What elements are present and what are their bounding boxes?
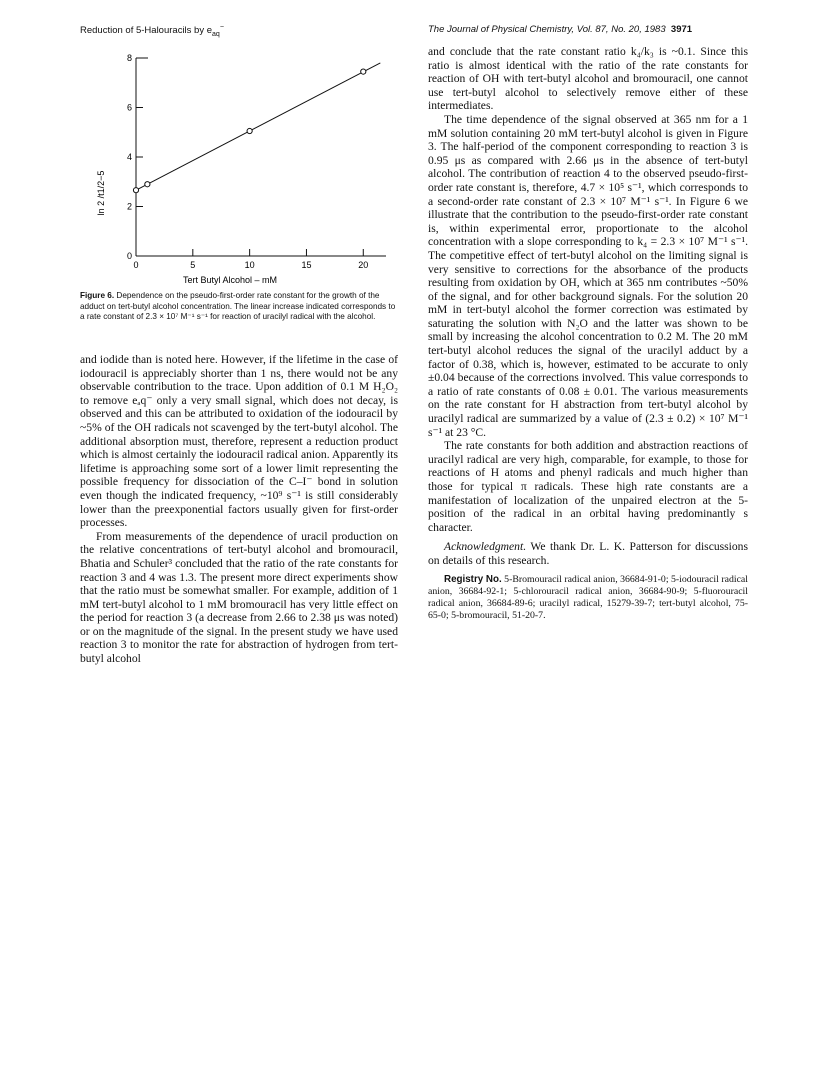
chart-marks bbox=[133, 63, 380, 193]
paragraph: and iodide than is noted here. However, if the lifetime in the case of iodouracil is appreciably shorter than 1 ns, there would not be any observable contribution to the trace. Upon addition of 0.1 M H₂O₂ to remove eₐq⁻ only a very small signal, which does not decay, is observed and this can be attributed to oxidation of the iodouracil by ~5% of the OH radicals not scavenged by the tert-butyl alcohol. The additional absorption must, therefore, represent a reduction product which is almost certainly the iodouracil radical anion. Apparently its lifetime is approaching some sort of a lower limit representing the possible frequency for dissociation of the C–I⁻ bond in solution even though the indicated frequency, ~10⁹ s⁻¹ is still considerably lower than the preexponential factors usually given for first-order processes. bbox=[80, 353, 398, 530]
x-tick-label: 20 bbox=[358, 260, 369, 270]
journal-citation: The Journal of Physical Chemistry, Vol. 87, No. 20, 1983 bbox=[428, 24, 666, 35]
running-header-sub: aq bbox=[212, 31, 220, 39]
registry-label: Registry No. bbox=[444, 573, 502, 585]
y-axis-label: ln 2 /t1/2−5 bbox=[96, 170, 106, 216]
data-point bbox=[133, 188, 138, 193]
y-tick-label: 0 bbox=[126, 251, 132, 261]
data-point bbox=[361, 69, 366, 74]
y-tick-label: 8 bbox=[126, 53, 132, 63]
acknowledgment-label: Acknowledgment. bbox=[444, 540, 527, 554]
figure-caption bbox=[80, 291, 400, 323]
registry-numbers bbox=[428, 574, 748, 622]
y-tick-label: 6 bbox=[126, 102, 132, 113]
x-tick-label: 15 bbox=[301, 260, 312, 270]
running-header-left bbox=[80, 24, 224, 38]
figure-caption-label: Figure 6. bbox=[80, 291, 115, 300]
registry-text: 5-Bromouracil radical anion, 36684-91-0; 5-iodouracil radical anion, 36684-92-1; 5-chlorouracil radical anion, 36684-90-9; 5-fluorouracil radical anion, 36684-89-6; uracilyl radical, 15279-39-7; tert-butyl alcohol, 75-65-0; 5-bromouracil, 51-20-7. bbox=[428, 573, 748, 621]
chart-ticks bbox=[127, 53, 368, 270]
paragraph: From measurements of the dependence of uracil production on the relative concentrations of tert-butyl alcohol and bromouracil, Bhatia and Schuler³ concluded that the ratio of the rate constants for reaction 3 and 4 was 1.3. The present more direct experiments show that the ratio must be somewhat smaller. For example, addition of 1 mM tert-butyl alcohol to 1 mM bromouracil has very little effect on the period for reaction 3 (a decrease from 2.66 to 2.38 μs was noted) or on the magnitude of the signal. In the present study we have used reaction 3 to monitor the rate for abstraction of hydrogen from tert-butyl alcohol bbox=[80, 529, 398, 666]
data-point bbox=[145, 182, 150, 187]
x-axis-label: Tert Butyl Alcohol – mM bbox=[182, 275, 278, 285]
right-column bbox=[428, 45, 748, 622]
running-header-right bbox=[428, 24, 692, 35]
paragraph: The rate constants for both addition and abstraction reactions of uracilyl radical are very high, comparable, for example, to those for reactions of H atoms and phenyl radicals and much higher than those for typical π radicals. These high rate constants are a manifestation of localization of the unpaired electron at the 5-position of the radical in an orbital having predominantly s character. bbox=[428, 439, 748, 534]
figure-caption-text: Dependence on the pseudo-first-order rate constant for the growth of the adduct on tert-butyl alcohol concentration. The linear increase indicated corresponds to a rate constant of 2.3 × 10⁷ M⁻¹ s⁻¹ for reaction of uracilyl radical with the alcohol. bbox=[80, 291, 396, 322]
figure-6-chart bbox=[80, 48, 410, 288]
fit-line bbox=[136, 63, 380, 190]
paragraph: and conclude that the rate constant ratio k₄/k₃ is ~0.1. Since this ratio is almost identical with the ratio of the rate constants for reaction of OH with tert-butyl alcohol and bromouracil, one cannot use tert-butyl alcohol to selectively remove either of these intermediates. bbox=[428, 45, 748, 113]
data-point bbox=[247, 128, 252, 133]
acknowledgment bbox=[428, 540, 748, 567]
running-header-sup: − bbox=[219, 24, 224, 31]
chart-axes bbox=[136, 58, 386, 256]
left-column bbox=[80, 353, 398, 666]
paragraph: The time dependence of the signal observed at 365 nm for a 1 mM solution containing 20 mM tert-butyl alcohol is given in Figure 3. The half-period of the component corresponding to reaction 3 is 0.95 μs as compared with 2.66 μs in the absence of tert-butyl alcohol. The contribution of reaction 4 to the observed pseudo-first-order rate constant is, therefore, 4.7 × 10⁵ s⁻¹, which corresponds to a second-order rate constant of 2.3 × 10⁷ M⁻¹ s⁻¹. In Figure 6 we illustrate that the contribution to the pseudo-first-order rate constant is, within experimental error, proportionate to the alcohol concentration with a slope corresponding to k₄ = 2.3 × 10⁷ M⁻¹ s⁻¹. The competitive effect of tert-butyl alcohol on the limiting signal is very sensitive to corrections for the absorbance of the products resulting from oxidation by OH, which at 365 nm contributes ~50% of the signal, and for other background signals. For the solution 20 mM in tert-butyl alcohol the former correction was estimated by saturating the solution with N₂O and the latter was shown to be small by increasing the alcohol concentration to 0.2 M. The 20 mM tert-butyl alcohol reduces the signal of the uracilyl adduct by a factor of 0.38, which is, however, estimated to be accurate to only ±0.04 because of the corrections involved. This value corresponds to a ratio of rate constants of 0.08 ± 0.01. The various measurements on the rate constant for H abstraction from tert-butyl alcohol by uracilyl radical are summarized by a value of (2.3 ± 0.2) × 10⁷ M⁻¹ s⁻¹ at 23 °C. bbox=[428, 112, 748, 439]
y-tick-label: 4 bbox=[126, 152, 132, 162]
acknowledgment-text: We thank Dr. L. K. Patterson for discussions on details of this research. bbox=[428, 540, 748, 567]
x-tick-label: 0 bbox=[133, 260, 139, 270]
page-number: 3971 bbox=[670, 24, 693, 35]
x-tick-label: 10 bbox=[244, 260, 255, 270]
running-header-title: Reduction of 5-Halouracils by e bbox=[80, 25, 213, 37]
y-tick-label: 2 bbox=[126, 201, 132, 212]
x-tick-label: 5 bbox=[190, 260, 196, 270]
